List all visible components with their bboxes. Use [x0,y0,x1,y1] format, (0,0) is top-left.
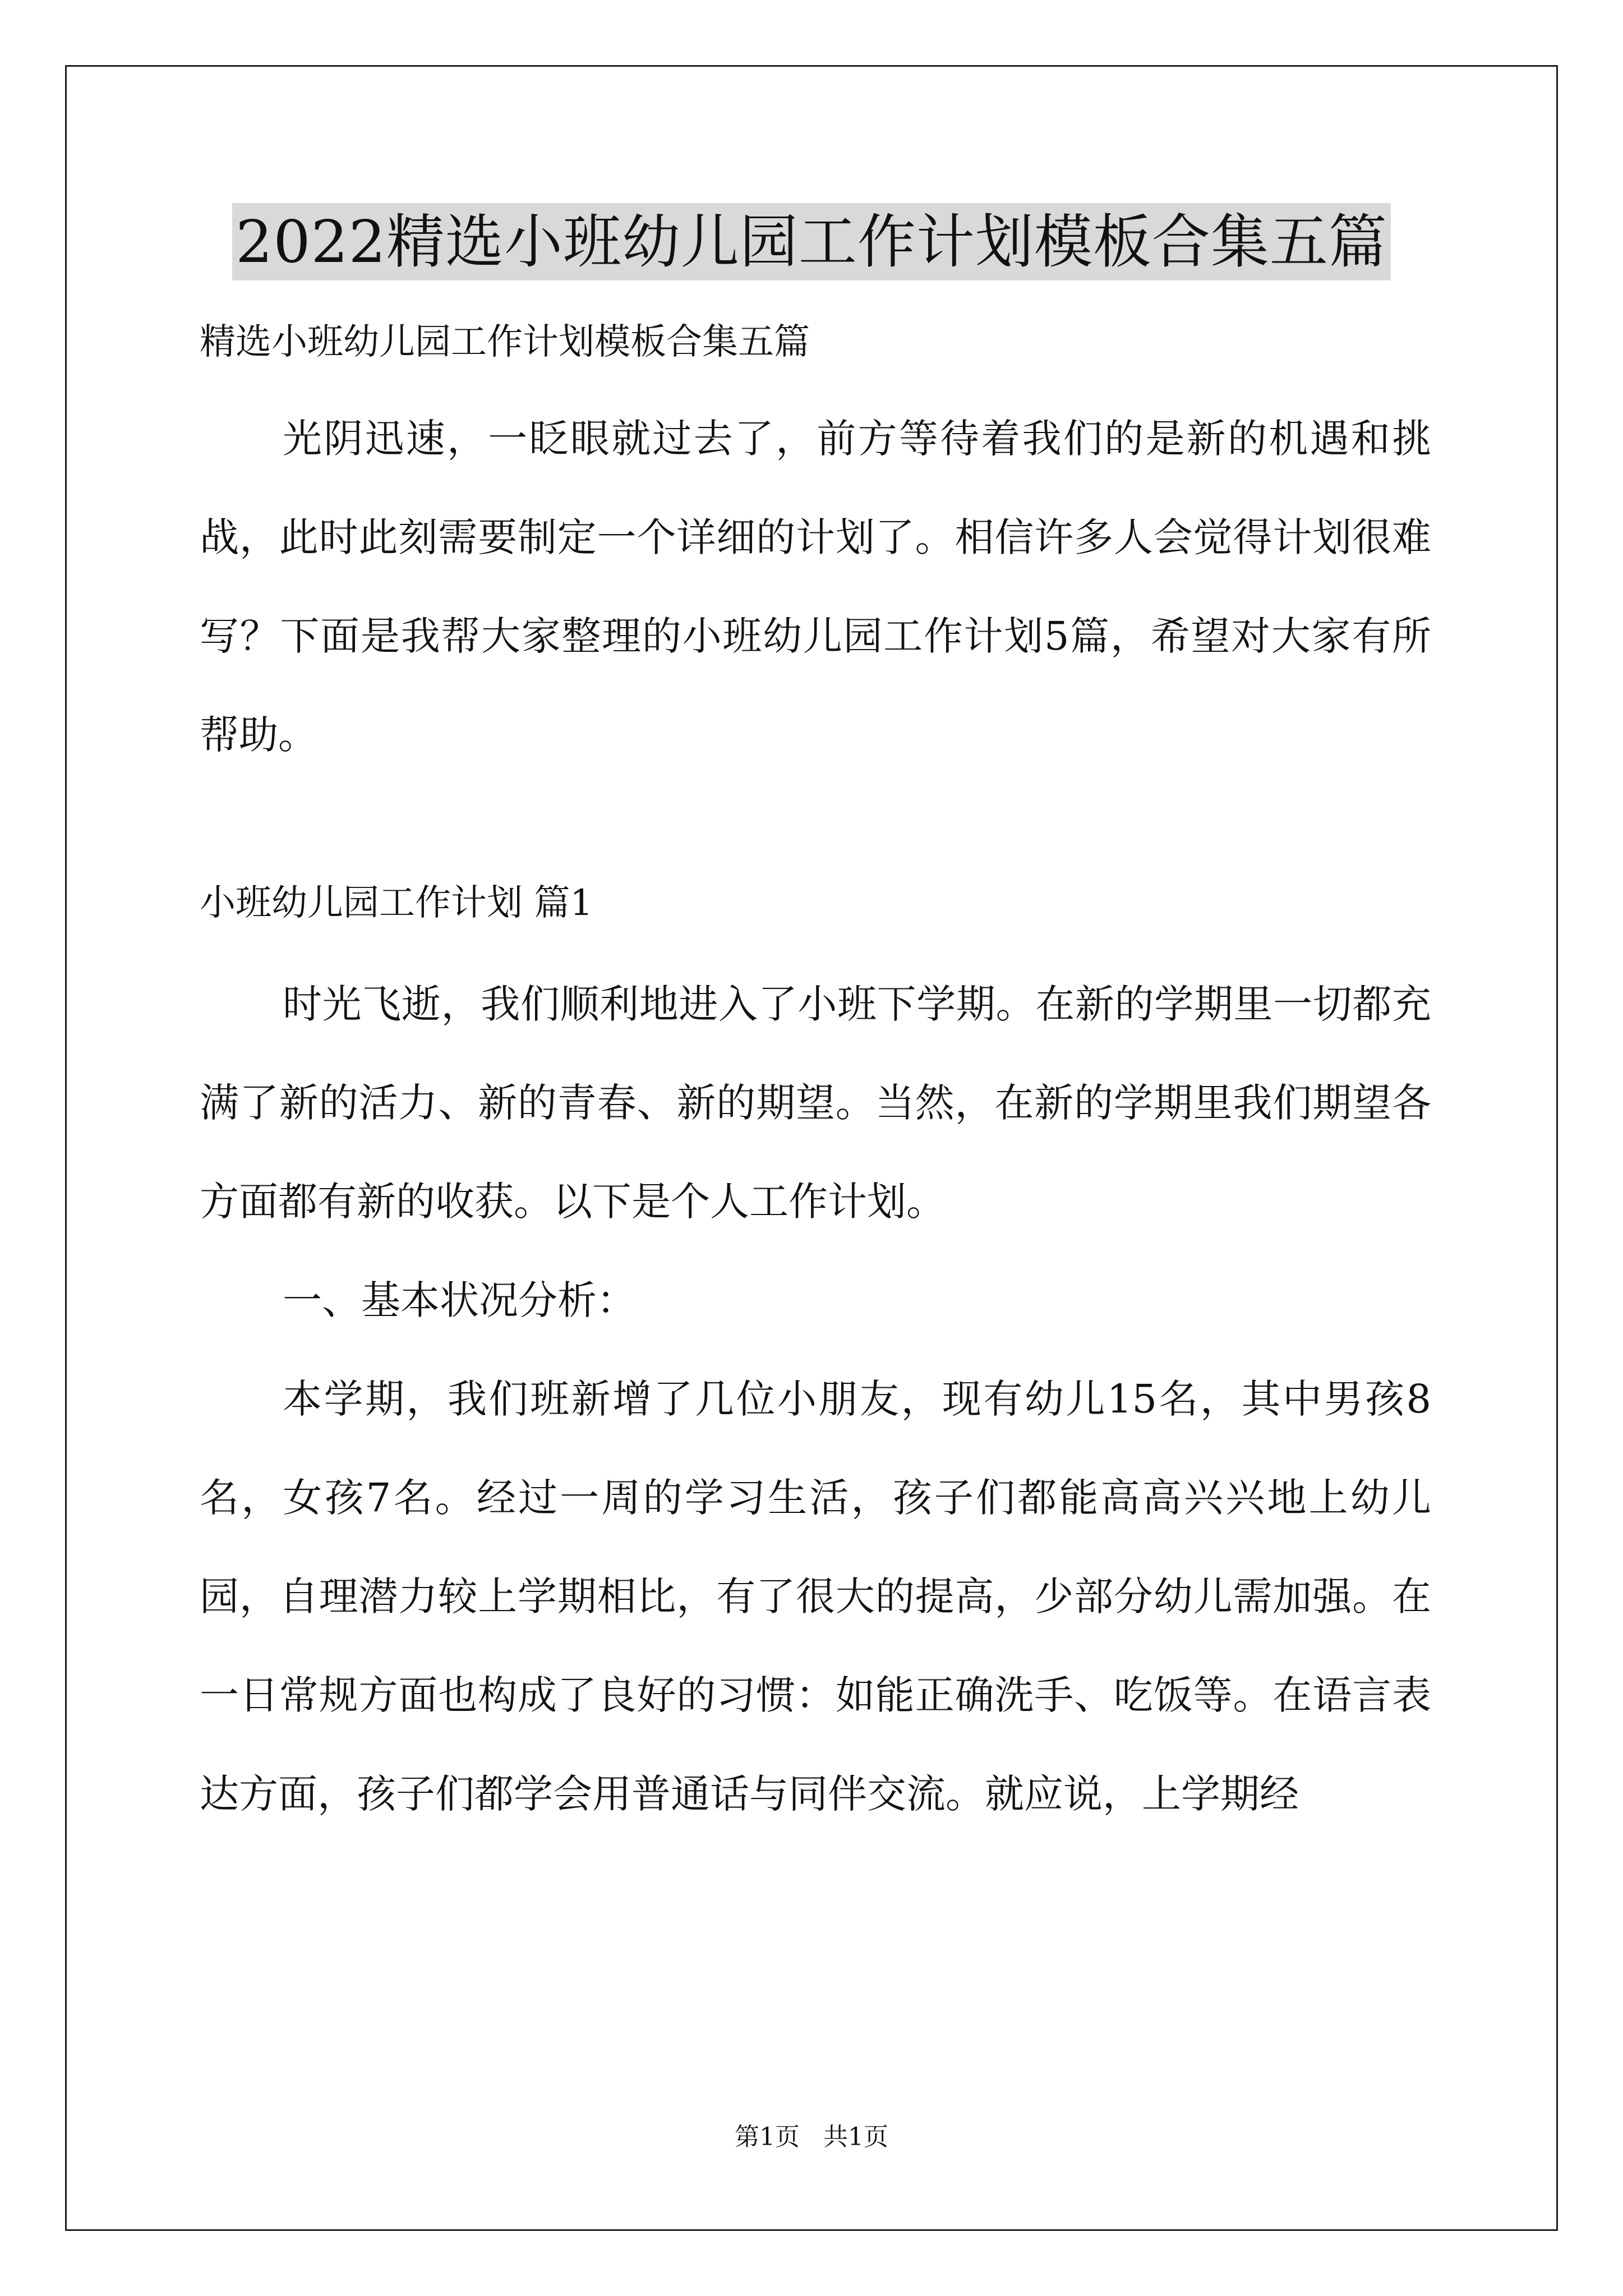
document-title: 2022精选小班幼儿园工作计划模板合集五篇 [232,203,1391,280]
heading-basic-analysis: 一、基本状况分析： [283,1277,636,1323]
document-body [200,307,1431,1843]
page-footer: 第1页 共1页 [735,2123,888,2151]
intro-paragraph: 光阴迅速，一眨眼就过去了，前方等待着我们的是新的机遇和挑战，此时此刻需要制定一个详细的计划了。相信许多人会觉得计划很难写？下面是我帮大家整理的小班幼儿园工作计划5篇，希望对大家有所帮助。 [200,416,1431,758]
document-subtitle: 精选小班幼儿园工作计划模板合集五篇 [200,321,810,363]
section-title: 小班幼儿园工作计划 篇1 [200,882,593,924]
analysis-paragraph: 本学期，我们班新增了几位小朋友，现有幼儿15名，其中男孩8名，女孩7名。经过一周的学习生活，孩子们都能高高兴兴地上幼儿园，自理潜力较上学期相比，有了很大的提高，少部分幼儿需加强。在一日常规方面也构成了良好的习惯：如能正确洗手、吃饭等。在语言表达方面，孩子们都学会用普通话与同伴交流。就应说，上学期经 [200,1376,1431,1817]
title-container [0,203,1623,280]
section-intro-paragraph: 时光飞逝，我们顺利地进入了小班下学期。在新的学期里一切都充满了新的活力、新的青春、新的期望。当然，在新的学期里我们期望各方面都有新的收获。以下是个人工作计划。 [200,981,1431,1225]
